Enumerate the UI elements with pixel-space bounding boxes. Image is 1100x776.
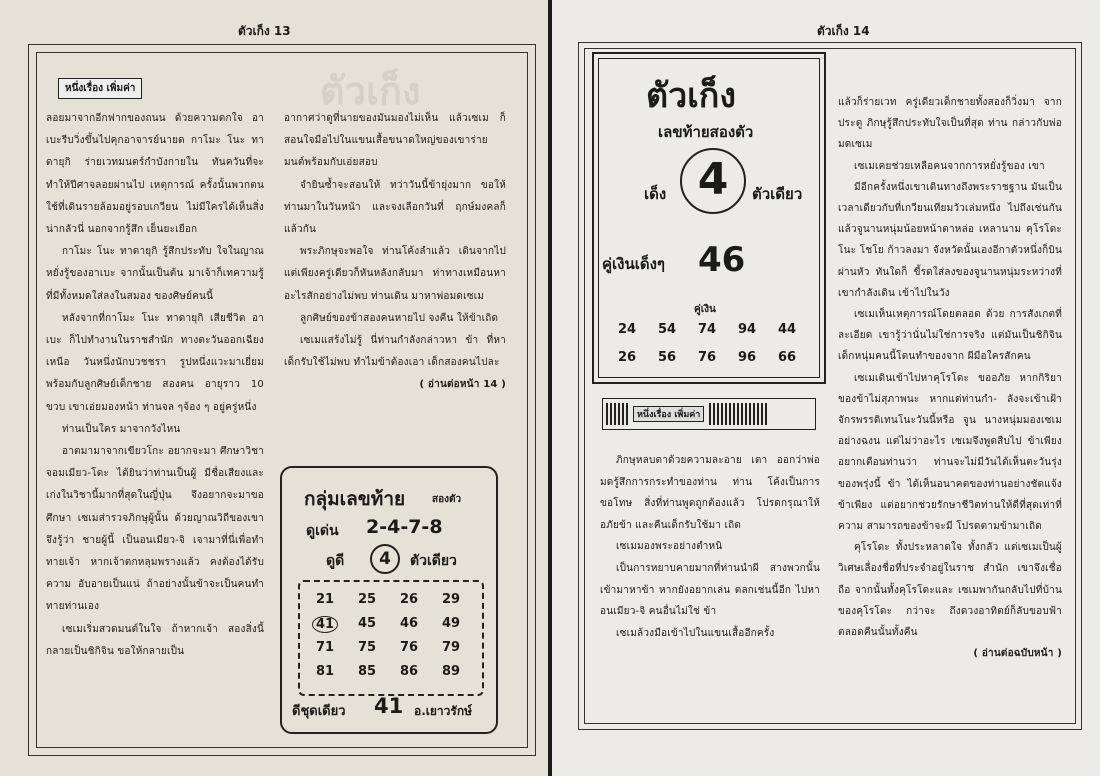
circled-digit: 4 [680,148,746,214]
grid-number: 79 [441,640,461,655]
paragraph: เซเมล้วงมือเข้าไปในแขนเสื้ออีกครั้ง [616,627,775,639]
bar [713,403,715,425]
right-column-2 [838,92,1062,664]
grid-number: 29 [441,592,461,607]
left-column-1 [46,108,264,663]
bar [725,403,727,425]
paragraph: เป็นการหยาบคายมากที่ท่านนำผี สางพวกนั้นเข้ามาหาข้า หากยังอยากเล่น ตลกเช่นนี้อีก ไปหาอนเมียว-จิ คนอื่นไม่ใช่ ข้า [600,562,820,618]
small-label: คู่เงิน [694,304,716,315]
paragraph: ลูกศิษย์ของข้าสองคนหายไป จงคืน ให้ข้าเถิด [300,312,499,324]
paragraph: หลังจากที่กาโมะ โนะ ทาดายุกิ เสียชีวิต อาเบะ ก็ไปทำงานในราชสำนัก ทางตะวันออกเฉียงเหนือ วันหนึ่งนักบวชชรา รูปหนึ่งแวะมาเยี่ยม พร้อมกับลูกศิษย์เด็กชาย สองคน อายุราว 10 ขวบ เขาเอ่ยมองหน้า ท่านจล ๆจ้อง ๆ อยู่ครู่หนึ่ง [46,312,264,413]
bar [709,403,711,425]
paragraph: อากาศว่าดูที่นายของมันมองไม่เห็น แล้วเซเม ก็สอนใจมือไปในแขนเสื้อขนาดใหญ่ของเขาร่าย มนต์พร้อมกับเอ่ยสอบ [284,113,506,169]
right-page [552,0,1100,776]
bar [622,403,624,425]
watermark: ตัวเก็ง [320,69,421,113]
pair-value: 46 [698,240,746,280]
paragraph: จำยินซ้ำจะสอนให้ ทว่าวันนี้ข้ายุ่งมาก ขอให้ท่านมาในวันหน้า และจงเลือกวันที่ ฤกษ์มงคลก็แล้วกัน [284,179,506,236]
grid-number: 44 [777,322,797,337]
grid-number: 46 [399,616,419,631]
paragraph: พระภิกษุจะพอใจ ท่านโค้งลำแล้ว เดินจากไป แต่เพียงครู่เดียวก็หันหลังกลับมา ท่าทางเหมือนหาอะไรสักอย่างไม่พบ ท่านเดิน มาหาพ่อมดเซเม [284,246,506,302]
line2-label: ดูดี [326,553,345,569]
left-label: เด็ง [644,185,667,203]
grid-number: 24 [617,322,637,337]
grid-number: 66 [777,350,797,365]
footer-author: อ.เยาวรักษ์ [414,704,472,718]
bar [717,403,719,425]
grid-number: 89 [441,664,461,679]
grid-number: 26 [399,592,419,607]
continue-note: ( อ่านต่อฉบับหน้า ) [973,648,1062,660]
box-subtitle: เลขท้ายสองตัว [658,123,754,141]
grid-number: 49 [441,616,461,631]
number-box [280,466,498,734]
box-title: ตัวเก็ง [646,76,736,116]
paragraph: เซเมเห็นเหตุการณ์โดยตลอด ด้วย การสังเกตที่ละเอียด เขารู้ว่านั่นไม่ใช่การจริง แต่มันเป็นชิกิจิน เด็กหนุ่มคนนี้โดนทำของจาก ผีมือใครสักคน [838,309,1062,363]
grid-number: 54 [657,322,677,337]
bar [737,403,739,425]
bar [757,403,759,425]
bar [745,403,747,425]
paragraph: อาตมามาจากเขียวโกะ อยากจะมา ศึกษาวิชาจอมเมียว-โดะ ได้ยินว่าท่านเป็นผู้ มีชื่อเสียงและเก่งในวิชานี้มากที่สุดในญี่ปุ่น จึงอยากจะมาขอศึกษา เซเมส่ารวจภิกษุผู้นั้น ด้วยญาณวิถีของเขาจึงรู้ว่า ชายผู้นี้ เป็นอนเมียว-จิ เจามาที่นี่เพื่อทำทายเจ้า หากเจ้าตกหลุมพรางแล้ว คงต้องได้รับความ อับอายเป็นแน่ ถ้าอย่างนั้นข้าจะเป็นคนทำ ทายท่านเอง [46,446,264,613]
line2-suffix: ตัวเดียว [410,553,457,569]
section-label: หนึ่งเรื่อง เพิ่มค่า [58,78,142,99]
grid-number: 86 [399,664,419,679]
right-column-1 [600,450,820,644]
bar [761,403,763,425]
grid-number: 76 [697,350,717,365]
paragraph: มีอีกครั้งหนึ่งเขาเดินทางถึงพระราชฐาน มันเป็นเวลาเดียวกับที่เกวียนเทียมวัวเล่มหนึ่ง ไปถึงเช่นกัน แล้วจูนานหนุ่มน้อยหน้าตาหล่อ เหลานาม คุโรโดะ โนะ โชโย ก้าวลงมา จังหวัดนั้นเองอีกาตัวหนึ่งก็บินผ่านหัว ทันใดก็ ขี้รดใส่ลงของจูนานหนุ่มระหว่างที่เขากำลังเดิน เข้าไปในวัง [838,181,1062,299]
pair-label: คู่เงินเด็งๆ [602,255,665,273]
paragraph: ท่านเป็นใคร มาจากวังไหน [62,423,181,435]
page-header: ตัวเก็ง 14 [817,24,870,38]
bar [721,403,723,425]
paragraph: ภิกษุหลบตาด้วยความละอาย เตา ออกว่าพ่อมดรู้สึกการกระทำของท่าน ท่าน โค้งเป็นการขอโทษ สิ่งที่ท่านพูดถูกต้องแล้ว โปรดกรุณาให้อภัยข้า และคืนเด็กรับใช้มา เถิด [600,455,820,531]
grid-number: 71 [315,640,335,655]
grid-number: 76 [399,640,419,655]
right-label: ตัวเดียว [752,185,803,203]
paragraph: เซเมมองพระอย่างตำหนิ [616,541,723,553]
paragraph: คุโรโดะ ทั้งประหลาดใจ ทั้งกลัว แต่เซเมเป็นผู้วิเศษเลื่องชื่อที่ประจำอยู่ในราช สำนัก เขาจึงเชื่อถือ จากนั้นทั้งคุโรโดะและ เซเมพากันกลับไปที่บ้านของคุโรโดะ กว่าจะ ถึงดวงอาทิตย์ก็ลับขอบฟ้า ตลอดคืนนั้นทั้งคืน [838,542,1062,639]
bar [749,403,751,425]
grid-number: 25 [357,592,377,607]
grid-number: 75 [357,640,377,655]
bar [626,403,628,425]
paragraph: เซเมแสร้งไม่รู้ นี่ท่านกำลังกล่าวหา ข้า ที่หาเด็กรับใช้ไม่พบ ทำไมข้าต้องเอา เด็กสองคนไปละ [284,335,506,369]
grid-number: 26 [617,350,637,365]
line1-value: 2-4-7-8 [366,516,443,538]
bar [753,403,755,425]
paragraph: เซเมเริ่มสวดมนต์ในใจ ถ้าหากเจ้า สองสิ่งนี้กลายเป็นชิกิจิน ขอให้กลายเป็น [46,623,264,657]
left-page [0,0,548,776]
paragraph: ลอยมาจากอีกฟากของถนน ด้วยความตกใจ อาเบะรีบวิ่งขึ้นไปคุกอาจารย์นายด กาโมะ โนะ ทาดายุกิ ร่ายเวทมนตร์กำบังกายใน ทันควันที่จะทำให้ปีศาจลอยผ่านไป เหตุการณ์ ครั้งนั้นพวกตนใช้ที่เดินรายล้อมอยู่รอบเกวียน ไม่มีใครได้เห็นสิ่งน่ากลัวนี่ นอกจากรู้สึก เย็นยะเยือก [46,113,264,236]
left-column-2 [284,108,506,397]
section-label: หนึ่งเรื่อง เพิ่มค่า [633,406,704,422]
box-subtitle: สองตัว [432,494,462,505]
paragraph: เซเมเดินเข้าไปหาคุโรโดะ ขออภัย หากกิริยาของข้าไม่สุภาพนะ หากแต่ท่านกำ- ลังจะเข้าเฝ้าจักรพรรดิเทนโนะวันนี้หรือ จูน นางหนุ่มมองเซเมอย่างฉงน แต่ไม่ว่าอะไร เซเมจึงพูดสืบไป ข้าเพียงอยากเตือนท่านว่า ท่านจะไม่มีวันได้เห็นตะวันรุ่งของพรุ่งนี้ ข้า ได้เห็นอนาคตของท่านอย่างชัดแจ้ง ข้าเพียง แต่อยากช่วยรักษาชีวิตท่านให้ดีที่สุดเท่าที่ความ สามารถของข้าจะมี โปรดตามข้ามาเถิด [838,372,1062,533]
bar [610,403,612,425]
bar [618,403,620,425]
line1-label: ดูเด่น [306,523,339,539]
bar [606,403,608,425]
grid-number: 21 [315,592,335,607]
bar [741,403,743,425]
grid-number: 85 [357,664,377,679]
grid-number: 81 [315,664,335,679]
page-header: ตัวเก็ง 13 [238,24,291,38]
paragraph: กาโมะ โนะ ทาดายุกิ รู้สึกประทับ ใจในญาณหยั่งรู้ของอาเบะ จากนั้นเป็นต้น มาเจ้าก็เทความรู้ที่มีทั้งหมดใส่ลงในสมอง ของศิษย์คนนี้ [46,246,264,302]
bar [765,403,767,425]
section-bar [602,398,816,430]
grid-number: 96 [737,350,757,365]
continue-note: ( อ่านต่อหน้า 14 ) [419,379,506,391]
tip-box [592,52,826,384]
circled-digit: 4 [370,544,400,574]
footer-value: 41 [374,694,404,718]
grid-number: 41 [312,616,338,633]
footer-label: ดีชุดเดียว [292,704,346,719]
bar [733,403,735,425]
bar [614,403,616,425]
grid-number: 94 [737,322,757,337]
paragraph: แล้วก็ร่ายเวท ครู่เดียวเด็กชายทั้งสองก็วิ่งมา จากประตู ภิกษุรู้สึกประทับใจเป็นที่สุด ท่าน กล่าวกับพ่อมดเซเม [838,97,1062,151]
bar [729,403,731,425]
grid-number: 56 [657,350,677,365]
paragraph: เซเมเคยช่วยเหลือคนจากการหยั่งรู้ของ เขา [854,160,1045,172]
grid-number: 74 [697,322,717,337]
grid-number: 45 [357,616,377,631]
box-title: กลุ่มเลขท้าย [304,488,406,510]
